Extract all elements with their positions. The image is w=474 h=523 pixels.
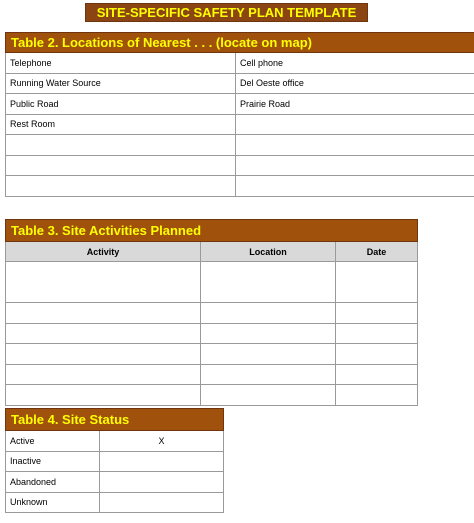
table-cell[interactable] <box>6 155 236 176</box>
status-label: Inactive <box>6 451 100 472</box>
table-row <box>6 176 474 197</box>
locations-table-heading: Table 2. Locations of Nearest . . . (locate on map) <box>6 33 474 53</box>
table-row <box>6 73 474 94</box>
table-row <box>6 451 224 472</box>
table-cell[interactable] <box>6 135 236 156</box>
table-row <box>6 262 418 303</box>
table-row <box>6 114 474 135</box>
table-cell[interactable] <box>336 323 418 344</box>
table-row <box>6 344 418 365</box>
table-row <box>6 431 224 452</box>
status-mark[interactable] <box>100 492 224 513</box>
table-cell[interactable] <box>6 262 201 303</box>
table-cell[interactable]: Public Road <box>6 94 236 115</box>
table-row <box>6 472 224 493</box>
locations-table <box>5 32 474 197</box>
table-cell[interactable] <box>336 303 418 324</box>
table-row <box>6 492 224 513</box>
table-cell[interactable]: Prairie Road <box>236 94 474 115</box>
column-header-location: Location <box>201 242 336 262</box>
table-row <box>6 303 418 324</box>
table-cell[interactable]: Running Water Source <box>6 73 236 94</box>
table-cell[interactable] <box>201 344 336 365</box>
table-cell[interactable] <box>201 303 336 324</box>
status-mark[interactable]: X <box>100 431 224 452</box>
table-cell[interactable] <box>336 262 418 303</box>
table-cell[interactable] <box>201 385 336 406</box>
table-cell[interactable]: Rest Room <box>6 114 236 135</box>
table-cell[interactable]: Cell phone <box>236 53 474 74</box>
status-label: Active <box>6 431 100 452</box>
table-cell[interactable] <box>6 176 236 197</box>
table-cell[interactable] <box>236 135 474 156</box>
table-cell[interactable]: Telephone <box>6 53 236 74</box>
site-status-table-heading: Table 4. Site Status <box>6 409 224 431</box>
table-row <box>6 94 474 115</box>
table-row <box>6 323 418 344</box>
table-cell[interactable] <box>201 364 336 385</box>
document-title: SITE-SPECIFIC SAFETY PLAN TEMPLATE <box>85 3 368 22</box>
table-cell[interactable] <box>201 262 336 303</box>
table-row <box>6 385 418 406</box>
table-cell[interactable] <box>6 385 201 406</box>
table-cell[interactable] <box>236 155 474 176</box>
table-cell[interactable] <box>336 385 418 406</box>
site-status-table <box>5 408 224 513</box>
status-label: Unknown <box>6 492 100 513</box>
table-cell[interactable] <box>236 176 474 197</box>
column-header-activity: Activity <box>6 242 201 262</box>
status-label: Abandoned <box>6 472 100 493</box>
activities-table-heading: Table 3. Site Activities Planned <box>6 220 418 242</box>
table-cell[interactable] <box>336 364 418 385</box>
status-mark[interactable] <box>100 472 224 493</box>
table-cell[interactable] <box>6 303 201 324</box>
table-row <box>6 135 474 156</box>
activities-table <box>5 219 418 406</box>
status-mark[interactable] <box>100 451 224 472</box>
table-cell[interactable] <box>336 344 418 365</box>
table-cell[interactable] <box>6 323 201 344</box>
column-header-date: Date <box>336 242 418 262</box>
table-cell[interactable]: Del Oeste office <box>236 73 474 94</box>
table-cell[interactable] <box>6 364 201 385</box>
table-cell[interactable] <box>236 114 474 135</box>
table-row <box>6 364 418 385</box>
table-row <box>6 155 474 176</box>
table-row <box>6 53 474 74</box>
table-cell[interactable] <box>201 323 336 344</box>
table-cell[interactable] <box>6 344 201 365</box>
